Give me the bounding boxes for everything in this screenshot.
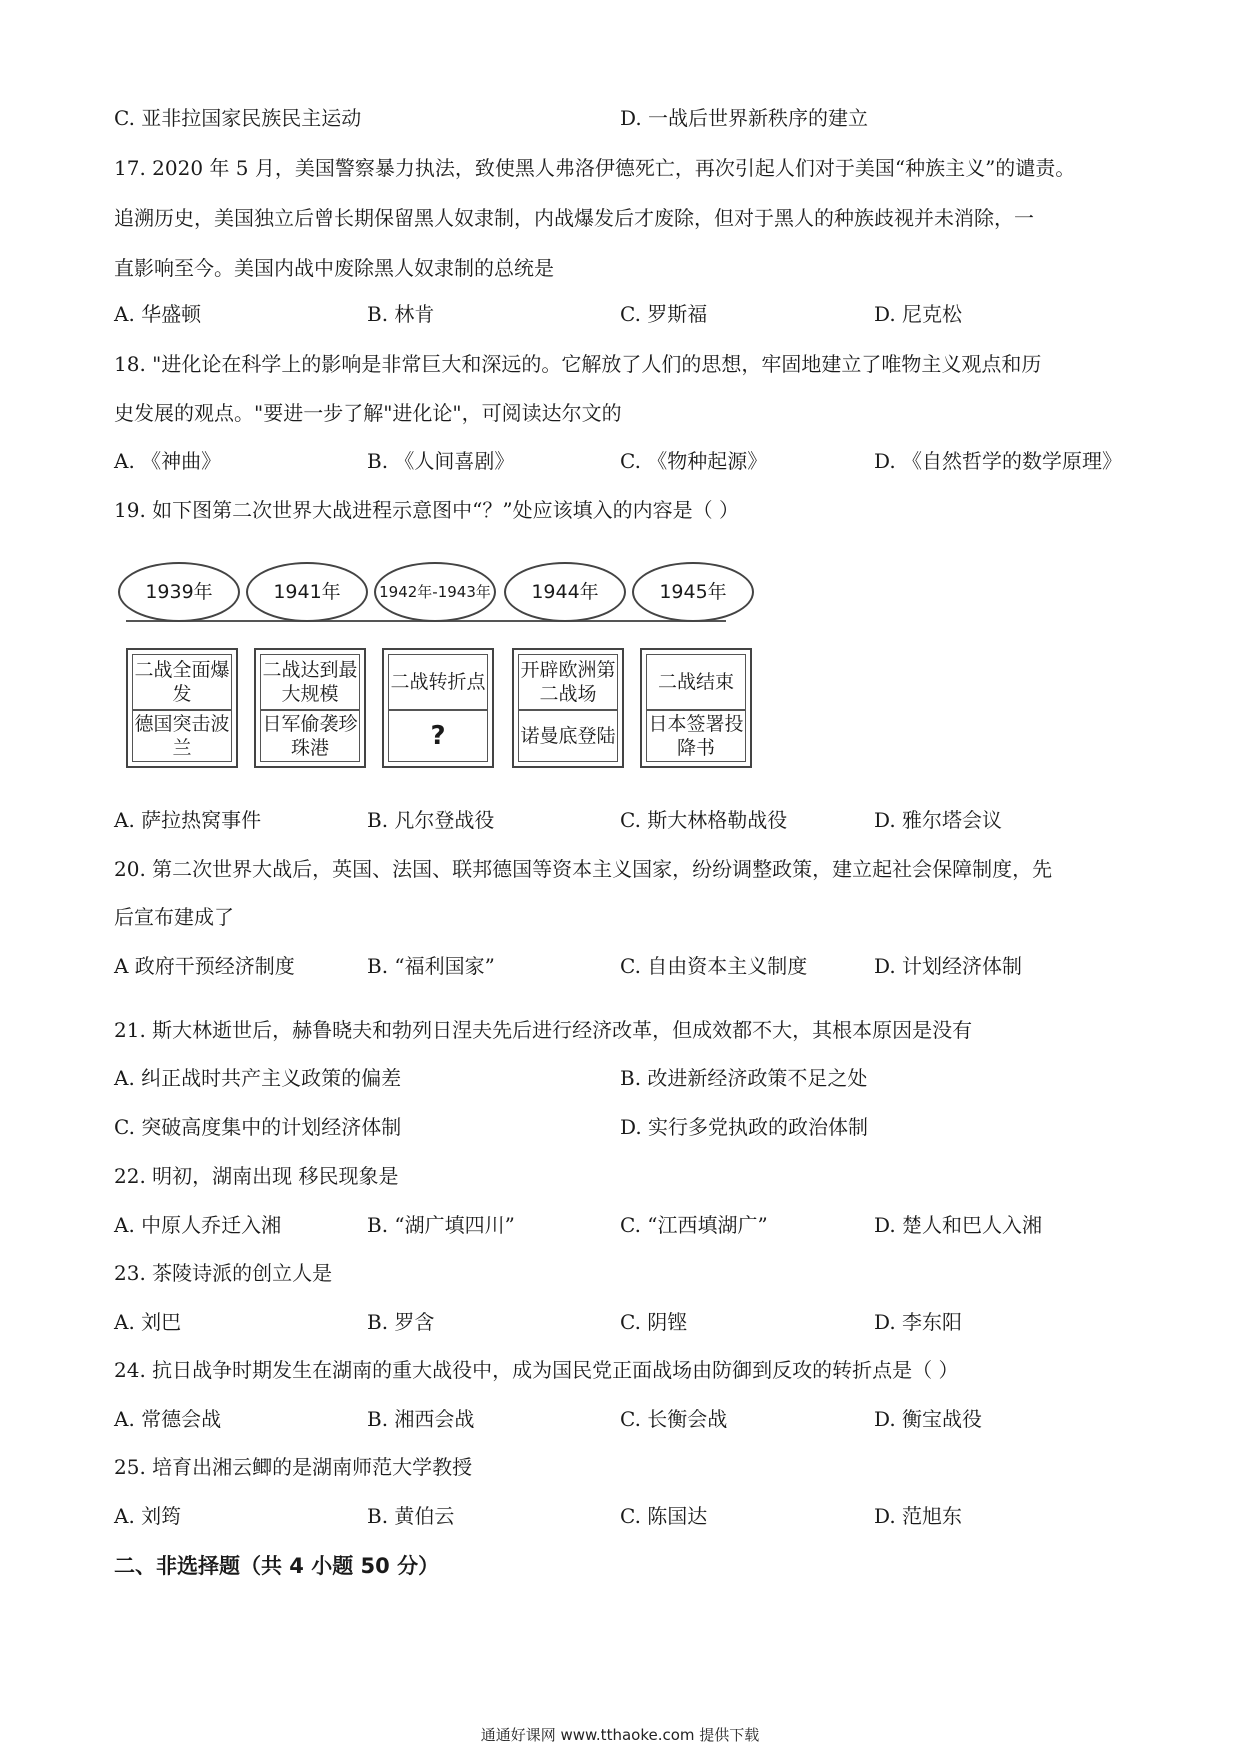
year-oval-1944: 1944年: [504, 562, 626, 622]
q20-option-b: B. “福利国家”: [367, 954, 495, 978]
q21-stem: 21. 斯大林逝世后，赫鲁晓夫和勃列日涅夫先后进行经济改革，但成效都不大，其根本原因是没有: [114, 1018, 973, 1042]
ww2-timeline-diagram: [116, 560, 756, 770]
q19-option-a: A. 萨拉热窝事件: [114, 808, 262, 832]
stage-detail-question-mark: ?: [388, 710, 488, 762]
q23-option-b: B. 罗含: [367, 1310, 435, 1334]
q21-option-a: A. 纠正战时共产主义政策的偏差: [114, 1066, 402, 1090]
year-oval-1945: 1945年: [632, 562, 754, 622]
q17-option-d: D. 尼克松: [874, 302, 963, 326]
footer-download-note: 通通好课网 www.tthaoke.com 提供下载: [480, 1726, 760, 1744]
q16-option-c: C. 亚非拉国家民族民主运动: [114, 106, 362, 130]
stage-box-1944: [512, 648, 624, 768]
q17-option-c: C. 罗斯福: [620, 302, 708, 326]
q24-option-d: D. 衡宝战役: [874, 1407, 983, 1431]
stage-detail-1945: 日本签署投降书: [646, 710, 746, 762]
q18-option-a: A. 《神曲》: [114, 449, 222, 473]
q25-option-d: D. 范旭东: [874, 1504, 963, 1528]
stage-detail-1944: 诺曼底登陆: [518, 710, 618, 762]
q23-option-c: C. 阴铿: [620, 1310, 688, 1334]
q20-option-d: D. 计划经济体制: [874, 954, 1023, 978]
stage-event-1945: 二战结束: [646, 654, 746, 710]
q20-stem-line-1: 20. 第二次世界大战后，英国、法国、联邦德国等资本主义国家，纷纷调整政策，建立起社会保障制度，先: [114, 857, 1053, 881]
q24-stem: 24. 抗日战争时期发生在湖南的重大战役中，成为国民党正面战场由防御到反攻的转折点是（ ）: [114, 1358, 959, 1382]
stage-detail-1941: 日军偷袭珍珠港: [260, 710, 360, 762]
q22-option-b: B. “湖广填四川”: [367, 1213, 515, 1237]
q25-option-a: A. 刘筠: [114, 1504, 182, 1528]
q23-option-d: D. 李东阳: [874, 1310, 963, 1334]
stage-detail-1939: 德国突击波兰: [132, 710, 232, 762]
year-oval-1942-1943: 1942年-1943年: [374, 562, 496, 622]
q18-stem-line-2: 史发展的观点。"要进一步了解"进化论"，可阅读达尔文的: [114, 401, 622, 425]
q24-option-b: B. 湘西会战: [367, 1407, 475, 1431]
q17-option-a: A. 华盛顿: [114, 302, 202, 326]
q20-stem-line-2: 后宣布建成了: [114, 905, 234, 929]
q21-option-d: D. 实行多党执政的政治体制: [620, 1115, 869, 1139]
q22-option-c: C. “江西填湖广”: [620, 1213, 768, 1237]
stage-event-1939: 二战全面爆发: [132, 654, 232, 710]
q23-stem: 23. 茶陵诗派的创立人是: [114, 1261, 333, 1285]
q17-stem-line-3: 直影响至今。美国内战中废除黑人奴隶制的总统是: [114, 256, 554, 280]
stage-box-1942-1943: [382, 648, 494, 768]
stage-box-1939: [126, 648, 238, 768]
q19-stem: 19. 如下图第二次世界大战进程示意图中“？”处应该填入的内容是（ ）: [114, 498, 739, 522]
q18-stem-line-1: 18. "进化论在科学上的影响是非常巨大和深远的。它解放了人们的思想，牢固地建立了唯物主义观点和历: [114, 352, 1042, 376]
q21-option-b: B. 改进新经济政策不足之处: [620, 1066, 868, 1090]
q17-stem-line-1: 17. 2020 年 5 月，美国警察暴力执法，致使黑人弗洛伊德死亡，再次引起人们对于美国“种族主义”的谴责。: [114, 156, 1076, 180]
stage-event-1944: 开辟欧洲第二战场: [518, 654, 618, 710]
q20-option-a: A 政府干预经济制度: [114, 954, 295, 978]
q20-option-c: C. 自由资本主义制度: [620, 954, 808, 978]
q24-option-a: A. 常德会战: [114, 1407, 222, 1431]
q22-option-d: D. 楚人和巴人入湘: [874, 1213, 1043, 1237]
q19-option-d: D. 雅尔塔会议: [874, 808, 1003, 832]
q22-option-a: A. 中原人乔迁入湘: [114, 1213, 282, 1237]
q22-stem: 22. 明初，湖南出现 移民现象是: [114, 1164, 399, 1188]
q17-option-b: B. 林肯: [367, 302, 435, 326]
q17-stem-line-2: 追溯历史，美国独立后曾长期保留黑人奴隶制，内战爆发后才废除，但对于黑人的种族歧视并未消除，一: [114, 206, 1034, 230]
q19-option-b: B. 凡尔登战役: [367, 808, 495, 832]
year-oval-1939: 1939年: [118, 562, 240, 622]
stage-box-1945: [640, 648, 752, 768]
q25-option-c: C. 陈国达: [620, 1504, 708, 1528]
q18-option-c: C. 《物种起源》: [620, 449, 768, 473]
stage-event-1942-1943: 二战转折点: [388, 654, 488, 710]
stage-box-1941: [254, 648, 366, 768]
q18-option-d: D. 《自然哲学的数学原理》: [874, 449, 1123, 473]
q16-option-d: D. 一战后世界新秩序的建立: [620, 106, 869, 130]
section-heading-non-choice: 二、非选择题（共 4 小题 50 分）: [114, 1554, 440, 1578]
q21-option-c: C. 突破高度集中的计划经济体制: [114, 1115, 402, 1139]
q25-option-b: B. 黄伯云: [367, 1504, 455, 1528]
q18-option-b: B. 《人间喜剧》: [367, 449, 515, 473]
q19-option-c: C. 斯大林格勒战役: [620, 808, 788, 832]
q24-option-c: C. 长衡会战: [620, 1407, 728, 1431]
year-oval-1941: 1941年: [246, 562, 368, 622]
stage-event-1941: 二战达到最大规模: [260, 654, 360, 710]
q25-stem: 25. 培育出湘云鲫的是湖南师范大学教授: [114, 1455, 473, 1479]
q23-option-a: A. 刘巴: [114, 1310, 182, 1334]
